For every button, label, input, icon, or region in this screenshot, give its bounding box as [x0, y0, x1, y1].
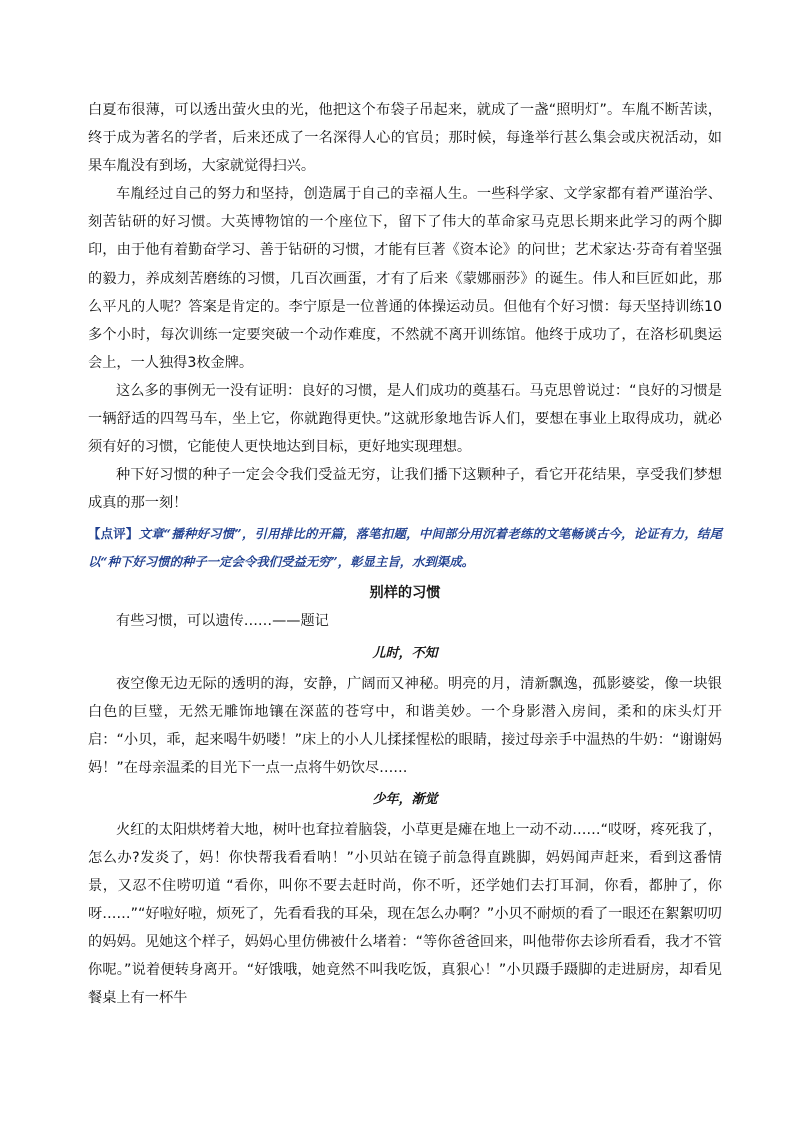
paragraph-2: 车胤经过自己的努力和坚持，创造属于自己的幸福人生。一些科学家、文学家都有着严谨治学、刻苦钻研的好习惯。大英博物馆的一个座位下，留下了伟大的革命家马克思长期来此学习的两个脚印，由于他有着勤奋学习、善于钻研的习惯，才能有巨著《资本论》的问世；艺术家达·芬奇有着坚强的毅力，养成刻苦磨练的习惯，几百次画蛋，才有了后来《蒙娜丽莎》的诞生。伟人和巨匠如此，那么平凡的人呢？答案是肯定的。李宁原是一位普通的体操运动员。但他有个好习惯：每天坚持训练10多个小时，每次训练一定要突破一个动作难度，不然就不离开训练馆。他终于成功了，在洛杉矶奥运会上，一人独得3枚金牌。	[88, 186, 722, 371]
review-tag: 【点评】	[88, 526, 139, 542]
section-text-youth: 火红的太阳烘烤着大地，树叶也耷拉着脑袋，小草更是瘫在地上一动不动……“哎呀，疼死我了，怎么办?发炎了，妈！你快帮我看看呐！”小贝站在镜子前急得直跳脚，妈妈闻声赶来，看到这番情景，又忍不住唠叨道 “看你，叫你不要去赶时尚，你不听，还学她们去打耳洞，你看，都肿了，你呀……”“好啦好啦，烦死了，先看看我的耳朵，现在怎么办啊？”小贝不耐烦的看了一眼还在絮絮叨叨的妈妈。见她这个样子，妈妈心里仿佛被什么堵着：“等你爸爸回来，叫他带你去诊所看看，我才不管你呢。”说着便转身离开。“好饿哦，她竟然不叫我吃饭，真狠心！”小贝蹑手蹑脚的走进厨房，却看见餐桌上有一杯牛	[88, 821, 722, 1007]
review-text: 文章“播种好习惯”，引用排比的开篇，落笔扣题，中间部分用沉着老练的文笔畅谈古今，论证有力，结尾以“种下好习惯的种子一定会令我们受益无穷”，彰显主旨，水到渠成。	[88, 526, 722, 570]
paragraph-4: 种下好习惯的种子一定会令我们受益无穷，让我们播下这颗种子，看它开花结果，享受我们梦想成真的那一刻！	[88, 467, 722, 512]
paragraph-3: 这么多的事例无一没有证明：良好的习惯，是人们成功的奠基石。马克思曾说过：“良好的习惯是一辆舒适的四驾马车，坐上它，你就跑得更快。”这就形象地告诉人们，要想在事业上取得成功，就必须有好的习惯，它能使人更快地达到目标，更好地实现理想。	[88, 382, 722, 456]
epigraph: 有些习惯，可以遗传……——题记	[116, 613, 329, 630]
essay-title: 别样的习惯	[369, 585, 441, 602]
document-page	[88, 96, 722, 1013]
review-comment	[88, 520, 722, 576]
section-heading-youth: 少年，渐觉	[372, 791, 438, 807]
section-heading-childhood: 儿时，不知	[372, 645, 438, 661]
section-text-childhood: 夜空像无边无际的透明的海，安静，广阔而又神秘。明亮的月，清新飘逸，孤影婆娑，像一块银白色的巨璧，无然无雕饰地镶在深蓝的苍穹中，和谐美妙。一个身影潜入房间，柔和的床头灯开启：“小贝，乖，起来喝牛奶喽！”床上的小人儿揉揉惺松的眼睛，接过母亲手中温热的牛奶：“谢谢妈妈！”在母亲温柔的目光下一点一点将牛奶饮尽……	[88, 675, 722, 776]
paragraph-1: 白夏布很薄，可以透出萤火虫的光，他把这个布袋子吊起来，就成了一盏“照明灯”。车胤不断苦读，终于成为著名的学者，后来还成了一名深得人心的官员；那时候，每逢举行甚么集会或庆祝活动，如果车胤没有到场，大家就觉得扫兴。	[88, 102, 722, 175]
